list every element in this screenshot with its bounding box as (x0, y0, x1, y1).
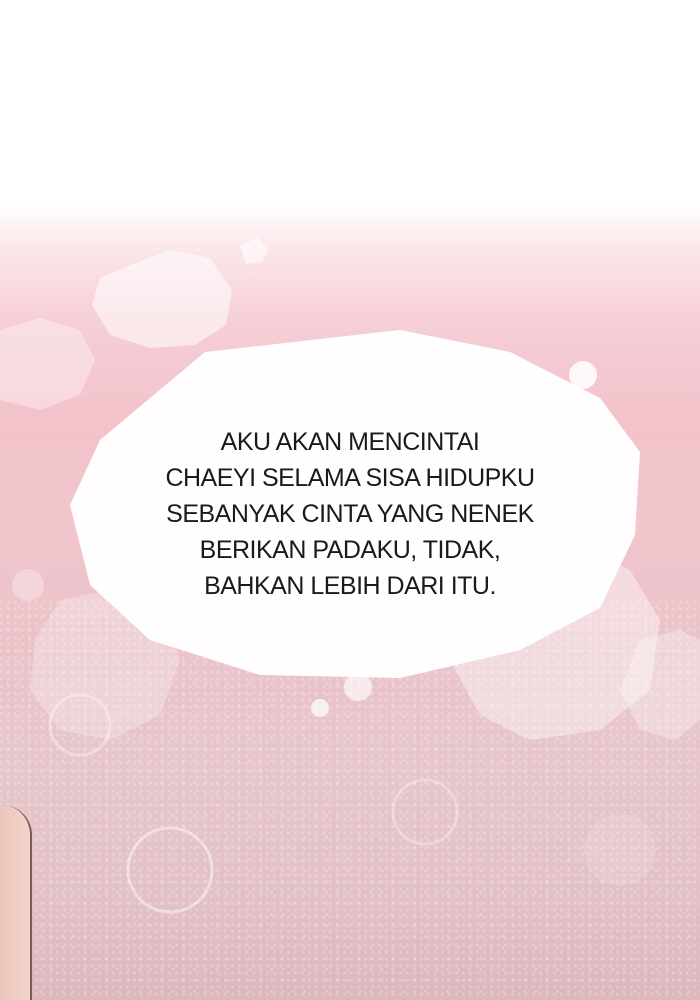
bokeh-shape (92, 250, 232, 348)
bokeh-shape (240, 238, 268, 264)
speech-bubble-text (120, 424, 580, 604)
bokeh-circle (584, 814, 656, 886)
bokeh-circle (128, 828, 212, 912)
bokeh-circle (311, 699, 329, 717)
bokeh-shape (0, 318, 95, 410)
bokeh-circle (12, 569, 44, 601)
bubble-line: AKU AKAN MENCINTAI (220, 428, 480, 456)
bokeh-circle (393, 780, 457, 844)
bubble-line: SEBANYAK CINTA YANG NENEK (166, 500, 534, 528)
bubble-line: BAHKAN LEBIH DARI ITU. (204, 572, 496, 600)
bubble-line: BERIKAN PADAKU, TIDAK, (199, 536, 501, 564)
bubble-line: CHAEYI SELAMA SISA HIDUPKU (165, 464, 535, 492)
finger-edge (0, 805, 32, 1000)
